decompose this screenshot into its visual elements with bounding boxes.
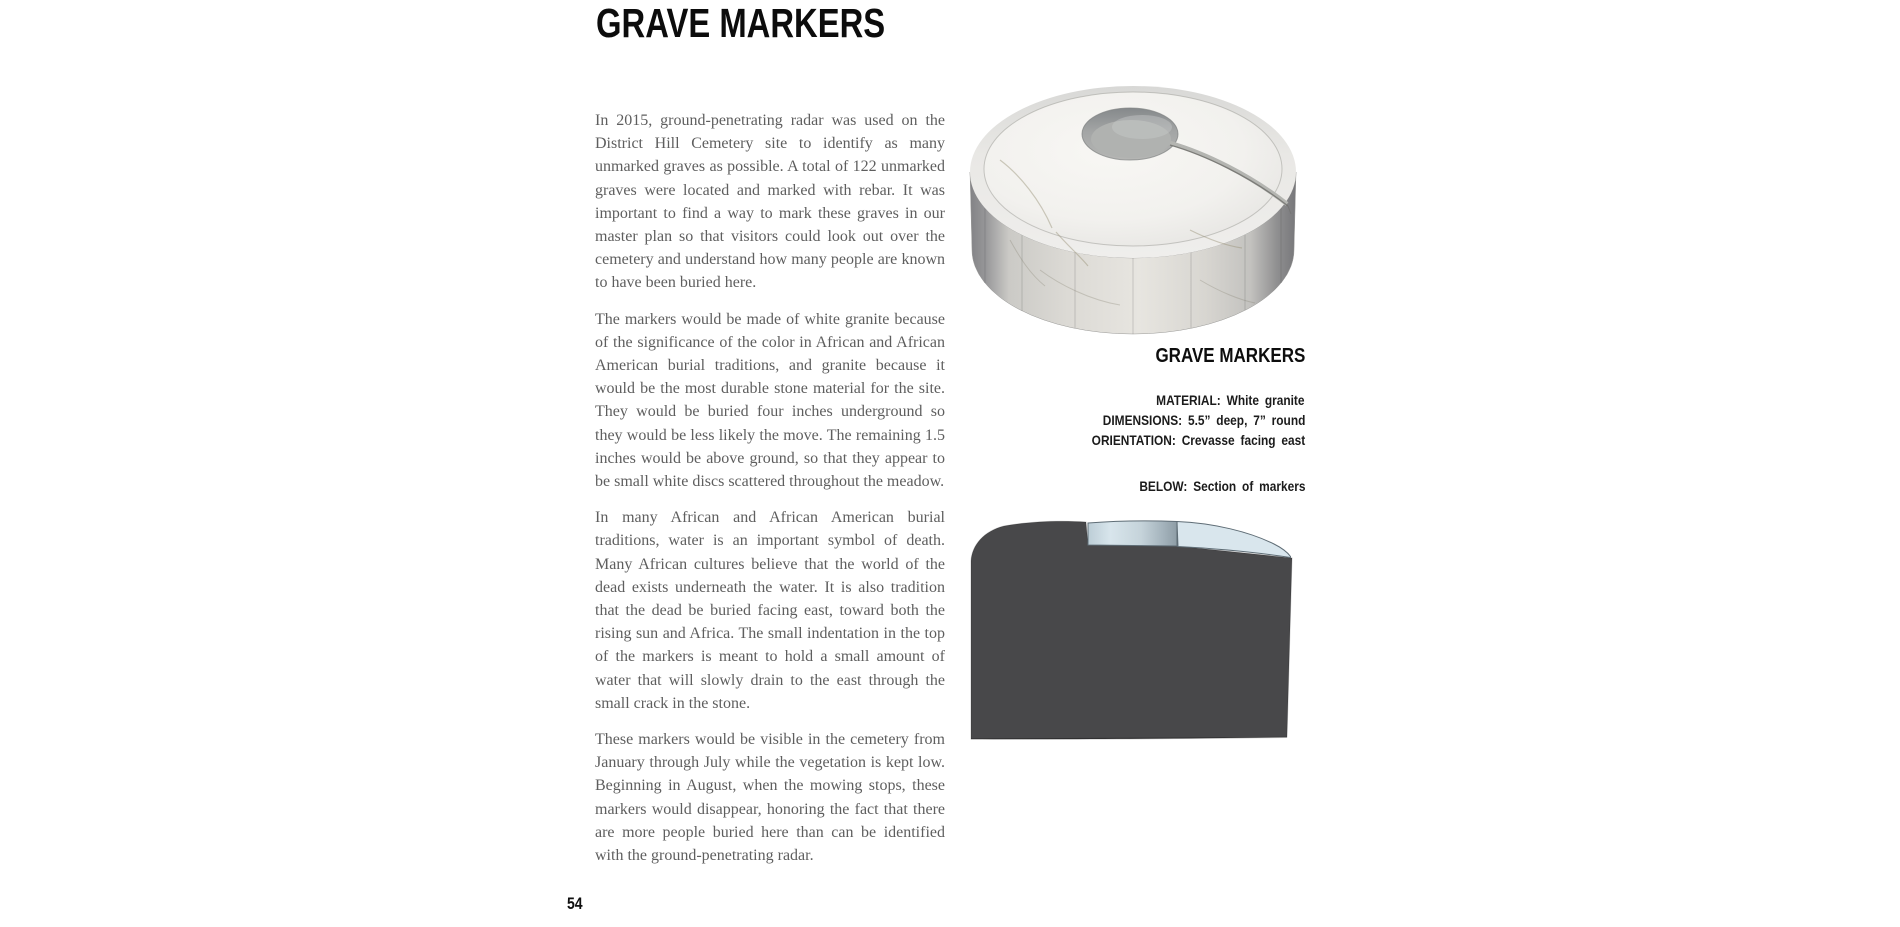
disc-hole-wall-highlight	[1112, 115, 1172, 139]
spec-material: MATERIAL: White granite	[1156, 392, 1305, 408]
figure-specs	[945, 390, 1305, 450]
section-granite-body	[971, 521, 1292, 739]
paragraph-radar-survey: In 2015, ground-penetrating radar was used on the District Hill Cemetery site to identify as many unmarked graves as possible. A total of 122 unmarked graves were located and marked with rebar. It was important to find a way to mark these graves in our master plan so that visitors could look out over the cemetery and understand how many people are known to have been buried here.	[595, 112, 945, 292]
spec-orientation: ORIENTATION: Crevasse facing east	[1091, 432, 1305, 448]
section-indentation-wall	[1088, 521, 1177, 546]
page-title	[596, 0, 957, 46]
page-number: 54	[567, 895, 583, 913]
figure-caption-heading: GRAVE MARKERS	[1155, 345, 1305, 367]
figure-caption	[945, 344, 1305, 496]
paragraph-water-symbolism: In many African and African American burial traditions, water is an important symbol of death. Many African cultures believe that the world of the dead exists underneath the water. It is also tradition that the dead be buried facing east, toward both the rising sun and Africa. The small indentation in the top of the markers is meant to hold a small amount of water that will slowly drain to the east through the small crack in the stone.	[595, 509, 945, 712]
page-title-text: GRAVE MARKERS	[596, 0, 886, 46]
below-note: BELOW: Section of markers	[1138, 478, 1305, 494]
paragraph-visibility: These markers would be visible in the cemetery from January through July while the vegetation is kept low. Beginning in August, when the mowing stops, these markers would disappear, honoring the fact that there are more people buried here than can be identified with the ground-penetrating radar.	[595, 731, 945, 865]
article-text	[595, 109, 945, 880]
grave-marker-render	[960, 75, 1305, 340]
marker-section-diagram	[960, 512, 1305, 747]
spec-dimensions: DIMENSIONS: 5.5” deep, 7” round	[1102, 412, 1305, 428]
paragraph-materials: The markers would be made of white granite because of the significance of the color in African and African American burial traditions, and granite because it would be the most durable stone material for the site. They would be buried four inches underground so they would be less likely the move. The remaining 1.5 inches would be above ground, so that they appear to be small white discs scattered throughout the meadow.	[595, 310, 945, 491]
